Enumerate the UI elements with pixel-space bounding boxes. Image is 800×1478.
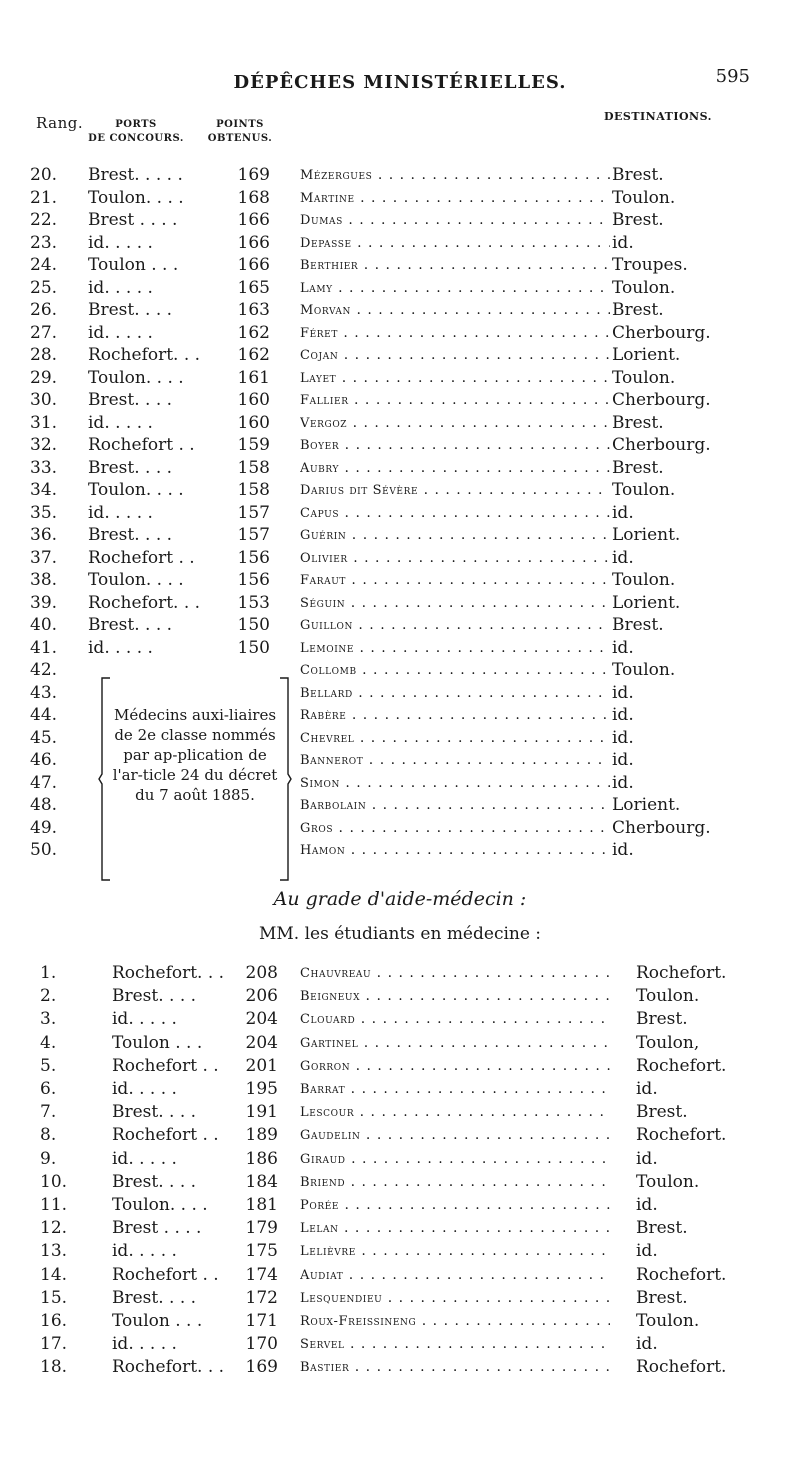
row-name: Rabère . . .: [300, 704, 610, 727]
row-rank: 45.: [30, 727, 58, 748]
row-points: 168: [237, 187, 270, 208]
row-name: Hamon . . .: [300, 839, 610, 862]
row-points: 195: [245, 1079, 278, 1099]
row-port: id. . . . .: [88, 322, 153, 343]
row-dest: Rochefort.: [636, 1357, 727, 1378]
row-name: Morvan . . .: [300, 299, 610, 322]
row-port: id. . . . .: [88, 232, 153, 253]
row-rank: 17.: [40, 1334, 68, 1355]
row-rank: 36.: [30, 525, 58, 545]
row-points: 169: [245, 1357, 278, 1378]
row-dest: Brest.: [612, 615, 664, 635]
row-port: Brest. . . .: [88, 390, 173, 410]
row-name: Aubry . . .: [300, 457, 610, 480]
table-row: [0, 547, 800, 569]
row-dest: Brest.: [636, 1287, 688, 1308]
section-title: Au grade d'aide-médecin :: [273, 888, 527, 910]
row-rank: 4.: [40, 1032, 57, 1053]
row-dest: id.: [612, 502, 634, 523]
table-row: [0, 1055, 800, 1077]
table-row: [0, 209, 800, 231]
row-port: Brest. . . .: [112, 986, 197, 1007]
row-rank: 15.: [40, 1287, 68, 1308]
row-dest: Brest.: [612, 210, 664, 230]
table-row: [0, 1356, 800, 1378]
table-row: [0, 254, 800, 276]
row-rank: 37.: [30, 547, 58, 568]
row-dest: id.: [636, 1148, 658, 1169]
row-dest: id.: [636, 1079, 658, 1099]
row-name: Guérin . . .: [300, 524, 610, 547]
row-rank: 33.: [30, 457, 58, 478]
row-rank: 31.: [30, 412, 58, 433]
row-points: 204: [245, 1009, 278, 1030]
row-rank: 12.: [40, 1218, 68, 1239]
row-name: Lesquendieu . . .: [300, 1287, 610, 1310]
row-name: Chevrel . . .: [300, 727, 610, 750]
row-rank: 43.: [30, 682, 58, 703]
table-row: [0, 1310, 800, 1332]
table-row: [0, 277, 800, 299]
row-name: Briend . . .: [300, 1171, 610, 1194]
row-port: id. . . . .: [112, 1241, 177, 1262]
row-points: 156: [237, 570, 270, 590]
row-rank: 26.: [30, 300, 58, 320]
table-row: [0, 592, 800, 614]
row-dest: Toulon.: [612, 660, 676, 680]
table-row: [0, 962, 800, 984]
row-dest: Cherbourg.: [612, 817, 711, 838]
table-row: [0, 637, 800, 659]
table-row: [0, 1240, 800, 1262]
page-title: DÉPÊCHES MINISTÉRIELLES.: [233, 72, 567, 93]
row-name: Guillon . . .: [300, 614, 610, 637]
row-dest: id.: [612, 840, 634, 860]
row-rank: 24.: [30, 255, 58, 275]
row-name: Layet . . .: [300, 367, 610, 390]
row-rank: 8.: [40, 1125, 57, 1146]
row-rank: 30.: [30, 390, 58, 410]
row-port: id. . . . .: [88, 637, 153, 658]
row-port: id. . . . .: [88, 277, 153, 298]
row-port: Brest. . . .: [112, 1102, 197, 1123]
row-points: 162: [237, 322, 270, 343]
row-points: 172: [245, 1287, 278, 1308]
row-name: Porée . . .: [300, 1194, 610, 1217]
row-rank: 13.: [40, 1241, 68, 1262]
table-row: [0, 1287, 800, 1309]
table-row: [0, 434, 800, 456]
row-dest: Cherbourg.: [612, 322, 711, 343]
row-points: 160: [237, 390, 270, 410]
row-dest: id.: [612, 750, 634, 770]
row-points: 166: [237, 255, 270, 275]
row-port: Rochefort . .: [112, 1055, 219, 1076]
row-rank: 28.: [30, 345, 58, 365]
column-header-ports: PORTS DE CONCOURS.: [88, 119, 184, 144]
row-name: Séguin . . .: [300, 592, 610, 615]
row-rank: 34.: [30, 480, 58, 500]
row-rank: 21.: [30, 187, 58, 208]
row-name: Giraud . . .: [300, 1148, 610, 1171]
table-row: [0, 1008, 800, 1030]
row-points: 162: [237, 345, 270, 365]
table-row: [0, 344, 800, 366]
row-port: id. . . . .: [112, 1079, 177, 1099]
table-row: [0, 164, 800, 186]
row-rank: 27.: [30, 322, 58, 343]
row-port: Toulon. . . .: [88, 570, 184, 590]
row-name: Barbolain . . .: [300, 794, 610, 817]
row-port: Toulon . . .: [112, 1311, 203, 1331]
table-row: [0, 1217, 800, 1239]
row-port: Rochefort . .: [88, 435, 195, 455]
row-name: Depasse . . .: [300, 232, 610, 255]
row-port: Brest. . . .: [88, 300, 173, 320]
row-port: Toulon. . . .: [88, 187, 184, 208]
table-row: [0, 389, 800, 411]
table-row: [0, 187, 800, 209]
table-row: [0, 1078, 800, 1100]
table-row: [0, 457, 800, 479]
row-port: Brest. . . .: [112, 1171, 197, 1192]
row-name: Barrat . . .: [300, 1078, 610, 1101]
right-brace: [278, 676, 292, 882]
row-dest: Brest.: [636, 1218, 688, 1239]
row-port: Brest. . . .: [88, 457, 173, 478]
table-row: [0, 299, 800, 321]
row-rank: 40.: [30, 615, 58, 635]
row-name: Bannerot . . .: [300, 749, 610, 772]
row-dest: id.: [636, 1241, 658, 1262]
row-name: Clouard . . .: [300, 1008, 610, 1031]
row-dest: id.: [612, 637, 634, 658]
row-dest: Toulon,: [636, 1032, 700, 1053]
row-points: 204: [245, 1032, 278, 1053]
row-dest: Cherbourg.: [612, 435, 711, 455]
row-points: 150: [237, 637, 270, 658]
row-rank: 3.: [40, 1009, 57, 1030]
row-name: Lelièvre . . .: [300, 1240, 610, 1263]
row-port: id. . . . .: [112, 1009, 177, 1030]
row-port: Brest . . . .: [88, 210, 178, 230]
row-name: Simon . . .: [300, 772, 610, 795]
row-points: 175: [245, 1241, 278, 1262]
row-rank: 10.: [40, 1171, 68, 1192]
row-port: Rochefort. . .: [112, 963, 225, 983]
page-number: 595: [715, 66, 750, 87]
row-dest: Rochefort.: [636, 1055, 727, 1076]
row-port: Toulon. . . .: [88, 480, 184, 500]
column-header-destinations: DESTINATIONS.: [603, 110, 712, 123]
row-dest: Lorient.: [612, 592, 681, 613]
row-points: 171: [245, 1311, 278, 1331]
row-rank: 16.: [40, 1311, 68, 1331]
row-dest: Toulon.: [612, 277, 676, 298]
row-dest: id.: [636, 1334, 658, 1355]
row-points: 184: [245, 1171, 278, 1192]
row-port: id. . . . .: [88, 412, 153, 433]
row-dest: Toulon.: [636, 986, 700, 1007]
row-port: Brest. . . . .: [88, 165, 183, 185]
row-points: 156: [237, 547, 270, 568]
row-name: Bastier . . .: [300, 1356, 610, 1379]
row-points: 191: [245, 1102, 278, 1123]
row-rank: 22.: [30, 210, 58, 230]
row-name: Olivier . . .: [300, 547, 610, 570]
row-name: Lescour . . .: [300, 1101, 610, 1124]
row-dest: Brest.: [636, 1102, 688, 1123]
row-dest: id.: [612, 727, 634, 748]
row-points: 170: [245, 1334, 278, 1355]
row-rank: 29.: [30, 367, 58, 388]
row-name: Lelan . . .: [300, 1217, 610, 1240]
row-name: Lemoine . . .: [300, 637, 610, 660]
table-row: [0, 502, 800, 524]
row-points: 157: [237, 525, 270, 545]
row-port: Toulon. . . .: [88, 367, 184, 388]
table-row: [0, 232, 800, 254]
table-row: [0, 367, 800, 389]
row-dest: Toulon.: [612, 187, 676, 208]
row-dest: Lorient.: [612, 795, 681, 815]
row-rank: 42.: [30, 660, 58, 680]
row-rank: 25.: [30, 277, 58, 298]
row-port: Rochefort . .: [112, 1264, 219, 1285]
row-name: Fallier . . .: [300, 389, 610, 412]
row-port: Toulon . . .: [88, 255, 179, 275]
table-row: [0, 1101, 800, 1123]
table-row: [0, 682, 800, 704]
row-name: Vergoz . . .: [300, 412, 610, 435]
row-name: Gorron . . .: [300, 1055, 610, 1078]
row-port: Toulon . . .: [112, 1032, 203, 1053]
row-points: 165: [237, 277, 270, 298]
table-row: [0, 1032, 800, 1054]
row-points: 181: [245, 1195, 278, 1215]
row-rank: 46.: [30, 750, 58, 770]
row-rank: 44.: [30, 705, 58, 725]
row-rank: 47.: [30, 772, 58, 793]
table-row: [0, 1194, 800, 1216]
table-row: [0, 322, 800, 344]
row-dest: Toulon.: [636, 1311, 700, 1331]
row-port: id. . . . .: [88, 502, 153, 523]
row-port: Brest. . . .: [88, 615, 173, 635]
row-name: Gartinel . . .: [300, 1032, 610, 1055]
row-dest: Troupes.: [612, 255, 688, 275]
row-name: Beigneux . . .: [300, 985, 610, 1008]
row-points: 161: [237, 367, 270, 388]
row-name: Servel . . .: [300, 1333, 610, 1356]
row-rank: 39.: [30, 592, 58, 613]
row-dest: Brest.: [612, 457, 664, 478]
row-dest: Rochefort.: [636, 1125, 727, 1146]
row-dest: id.: [612, 547, 634, 568]
row-name: Capus . . .: [300, 502, 610, 525]
table-row: [0, 524, 800, 546]
row-rank: 20.: [30, 165, 58, 185]
brace-note: Médecins auxi-liaires de 2e classe nommés par ap-plication de l'ar-ticle 24 du décret du 7 août 1885.: [112, 706, 278, 804]
row-rank: 48.: [30, 795, 58, 815]
row-name: Gaudelin . . .: [300, 1124, 610, 1147]
table-row: [0, 817, 800, 839]
row-port: Toulon. . . .: [112, 1195, 208, 1215]
column-header-points: POINTS OBTENUS.: [207, 119, 273, 144]
row-points: 153: [237, 592, 270, 613]
row-rank: 2.: [40, 986, 57, 1007]
row-points: 160: [237, 412, 270, 433]
row-port: Brest . . . .: [112, 1218, 202, 1239]
row-port: Rochefort. . .: [88, 345, 201, 365]
section-subtitle: MM. les étudiants en médecine :: [258, 924, 542, 944]
row-rank: 6.: [40, 1079, 57, 1099]
table-row: [0, 1148, 800, 1170]
row-points: 174: [245, 1264, 278, 1285]
row-dest: Brest.: [636, 1009, 688, 1030]
row-rank: 1.: [40, 963, 57, 983]
row-rank: 7.: [40, 1102, 57, 1123]
row-points: 189: [245, 1125, 278, 1146]
row-name: Féret . . .: [300, 322, 610, 345]
table-row: [0, 479, 800, 501]
row-points: 166: [237, 210, 270, 230]
row-points: 166: [237, 232, 270, 253]
row-port: Brest. . . .: [88, 525, 173, 545]
row-port: Rochefort . .: [88, 547, 195, 568]
row-dest: Rochefort.: [636, 963, 727, 983]
row-port: Rochefort . .: [112, 1125, 219, 1146]
row-name: Audiat . . .: [300, 1264, 610, 1287]
row-dest: Lorient.: [612, 345, 681, 365]
row-points: 158: [237, 480, 270, 500]
row-points: 169: [237, 165, 270, 185]
row-rank: 5.: [40, 1055, 57, 1076]
table-row: [0, 839, 800, 861]
row-port: Rochefort. . .: [112, 1357, 225, 1378]
row-name: Bellard . . .: [300, 682, 610, 705]
row-points: 158: [237, 457, 270, 478]
row-points: 201: [245, 1055, 278, 1076]
row-dest: id.: [636, 1195, 658, 1215]
row-dest: Brest.: [612, 412, 664, 433]
row-dest: Toulon.: [612, 367, 676, 388]
row-name: Roux-Freissineng . . .: [300, 1310, 610, 1333]
row-dest: Rochefort.: [636, 1264, 727, 1285]
row-rank: 18.: [40, 1357, 68, 1378]
row-name: Faraut . . .: [300, 569, 610, 592]
row-name: Collomb . . .: [300, 659, 610, 682]
row-name: Darius dit Sévère . . .: [300, 479, 610, 502]
table-row: [0, 1124, 800, 1146]
row-port: id. . . . .: [112, 1148, 177, 1169]
row-rank: 23.: [30, 232, 58, 253]
row-points: 163: [237, 300, 270, 320]
row-name: Dumas . . .: [300, 209, 610, 232]
row-dest: id.: [612, 682, 634, 703]
row-points: 206: [245, 986, 278, 1007]
row-rank: 14.: [40, 1264, 68, 1285]
row-points: 208: [245, 963, 278, 983]
row-name: Boyer . . .: [300, 434, 610, 457]
row-name: Mézergues . . .: [300, 164, 610, 187]
row-dest: Brest.: [612, 165, 664, 185]
row-rank: 11.: [40, 1195, 68, 1215]
table-row: [0, 1171, 800, 1193]
row-dest: Toulon.: [612, 480, 676, 500]
row-dest: Toulon.: [612, 570, 676, 590]
table-row: [0, 412, 800, 434]
row-port: Brest. . . .: [112, 1287, 197, 1308]
row-port: id. . . . .: [112, 1334, 177, 1355]
table-row: [0, 569, 800, 591]
column-header-rang: Rang.: [36, 114, 84, 132]
row-points: 159: [237, 435, 270, 455]
row-dest: Cherbourg.: [612, 390, 711, 410]
row-name: Cojan . . .: [300, 344, 610, 367]
row-rank: 32.: [30, 435, 58, 455]
row-name: Chauvreau . . .: [300, 962, 610, 985]
row-name: Berthier . . .: [300, 254, 610, 277]
row-rank: 49.: [30, 817, 58, 838]
row-dest: id.: [612, 772, 634, 793]
table-row: [0, 985, 800, 1007]
table-row: [0, 1264, 800, 1286]
row-name: Martine . . .: [300, 187, 610, 210]
row-points: 186: [245, 1148, 278, 1169]
row-name: Gros . . .: [300, 817, 610, 840]
row-rank: 9.: [40, 1148, 57, 1169]
row-dest: id.: [612, 705, 634, 725]
row-points: 179: [245, 1218, 278, 1239]
table-row: [0, 614, 800, 636]
row-points: 157: [237, 502, 270, 523]
row-port: Rochefort. . .: [88, 592, 201, 613]
row-rank: 41.: [30, 637, 58, 658]
row-name: Lamy . . .: [300, 277, 610, 300]
row-dest: Brest.: [612, 300, 664, 320]
row-rank: 38.: [30, 570, 58, 590]
row-rank: 35.: [30, 502, 58, 523]
row-dest: Toulon.: [636, 1171, 700, 1192]
row-rank: 50.: [30, 840, 58, 860]
row-points: 150: [237, 615, 270, 635]
table-row: [0, 1333, 800, 1355]
row-dest: id.: [612, 232, 634, 253]
row-dest: Lorient.: [612, 525, 681, 545]
table-row: [0, 659, 800, 681]
